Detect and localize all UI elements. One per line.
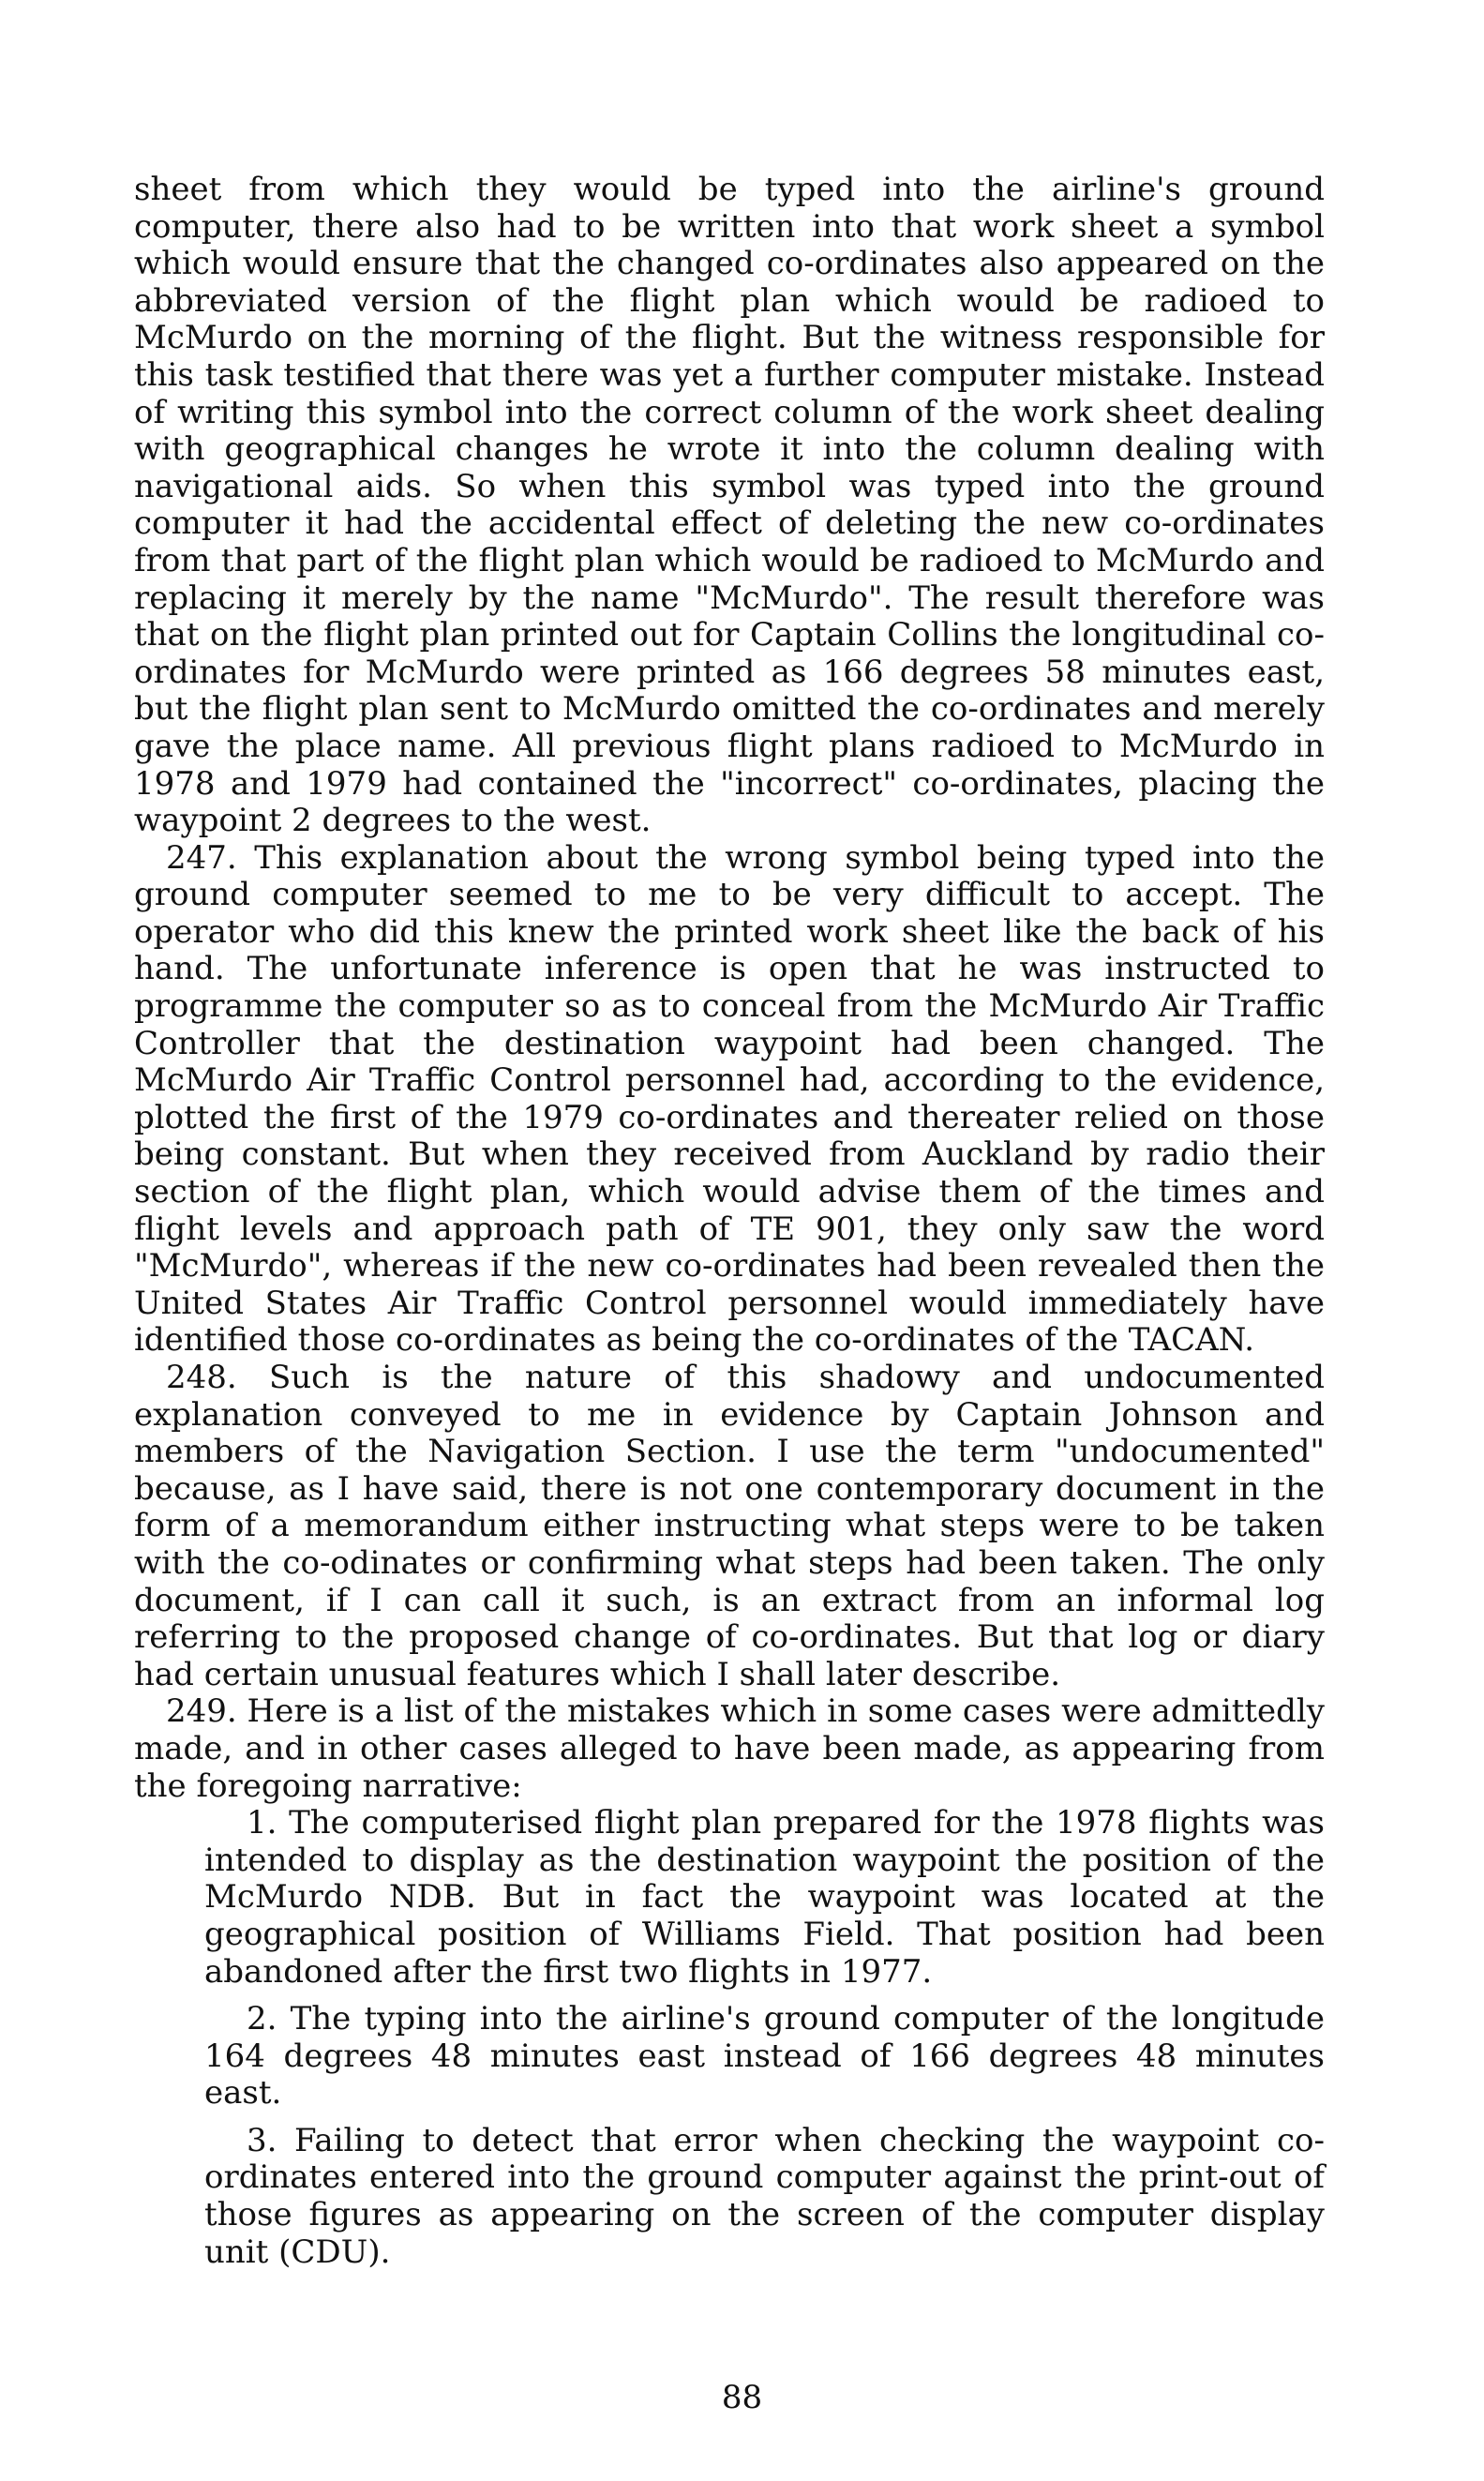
paragraph-249: 249. Here is a list of the mistakes which in some cases were admittedly made, and in other cases alleged to have been made, as appearing from the foregoing narrative: xyxy=(134,1692,1325,1805)
page-number: 88 xyxy=(721,2379,763,2416)
paragraph-continuation: sheet from which they would be typed into the airline's ground computer, there also had to be written into that work sheet a symbol which would ensure that the changed co-ordinates also appeared on the abbreviated version of the flight plan which would be radioed to McMurdo on the morning of the flight. But the witness responsible for this task testified that there was yet a further computer mistake. Instead of writing this symbol into the correct column of the work sheet dealing with geographical changes he wrote it into the column dealing with navigational aids. So when this symbol was typed into the ground computer it had the accidental effect of deleting the new co-ordinates from that part of the flight plan which would be radioed to McMurdo and replacing it merely by the name "McMurdo". The result therefore was that on the flight plan printed out for Captain Collins the longitudinal co-ordinates for McMurdo were printed as 166 degrees 58 minutes east, but the flight plan sent to McMurdo omitted the co-ordinates and merely gave the place name. All previous flight plans radioed to McMurdo in 1978 and 1979 had contained the "incorrect" co-ordinates, placing the waypoint 2 degrees to the west. xyxy=(134,171,1325,840)
paragraph-248: 248. Such is the nature of this shadowy and undocumented explanation conveyed to me in evidence by Captain Johnson and members of the Navigation Section. I use the term "undocumented" because, as I have said, there is not one contemporary document in the form of a memorandum either instructing what steps were to be taken with the co-odinates or confirming what steps had been taken. The only document, if I can call it such, is an extract from an informal log referring to the proposed change of co-ordinates. But that log or diary had certain unusual features which I shall later describe. xyxy=(134,1359,1325,1693)
body-text xyxy=(134,172,1325,2271)
list-item-3: 3. Failing to detect that error when checking the waypoint co-ordinates entered into the ground computer against the print-out of those figures as appearing on the screen of the computer display unit (CDU). xyxy=(204,2121,1325,2271)
list-item-2: 2. The typing into the airline's ground computer of the longitude 164 degrees 48 minutes east instead of 166 degrees 48 minutes east. xyxy=(204,2000,1325,2113)
paragraph-247: 247. This explanation about the wrong symbol being typed into the ground computer seemed to me to be very difficult to accept. The operator who did this knew the printed work sheet like the back of his hand. The unfortunate inference is open that he was instructed to programme the computer so as to conceal from the McMurdo Air Traffic Controller that the destination waypoint had been changed. The McMurdo Air Traffic Control personnel had, according to the evidence, plotted the first of the 1979 co-ordinates and thereater relied on those being constant. But when they received from Auckland by radio their section of the flight plan, which would advise them of the times and flight levels and approach path of TE 901, they only saw the word "McMurdo", whereas if the new co-ordinates had been revealed then the United States Air Traffic Control personnel would immediately have identified those co-ordinates as being the co-ordinates of the TACAN. xyxy=(134,838,1325,1360)
list-item-1: 1. The computerised flight plan prepared for the 1978 flights was intended to display as the destination waypoint the position of the McMurdo NDB. But in fact the waypoint was located at the geographical position of Williams Field. That position had been abandoned after the first two flights in 1977. xyxy=(204,1804,1325,1991)
